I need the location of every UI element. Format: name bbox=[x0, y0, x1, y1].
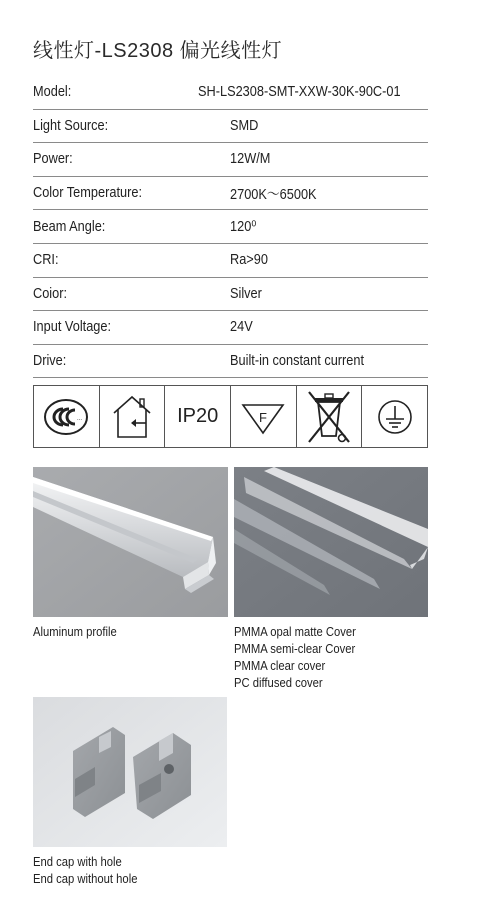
spec-label: Light Source: bbox=[33, 117, 109, 134]
spec-label: Input Voltage: bbox=[33, 319, 112, 336]
caption-line: End cap without hole bbox=[33, 872, 138, 886]
spec-value: SMD bbox=[230, 117, 259, 134]
ip20-rating bbox=[165, 386, 231, 447]
cover-caption bbox=[234, 624, 369, 692]
spec-label: CRI: bbox=[33, 252, 59, 269]
caption-line: PC diffused cover bbox=[234, 676, 323, 690]
cover-profiles-photo bbox=[234, 467, 428, 617]
spec-row-color bbox=[33, 278, 428, 312]
spec-row-power bbox=[33, 143, 428, 177]
caption-line: Aluminum profile bbox=[33, 625, 117, 639]
spec-value: SH-LS2308-SMT-XXW-30K-90C-01 bbox=[197, 84, 401, 101]
caption-line: PMMA semi-clear Cover bbox=[234, 642, 356, 656]
f-mark-icon bbox=[231, 386, 297, 447]
spec-row-input-voltage bbox=[33, 311, 428, 345]
spec-row-light-source bbox=[33, 110, 428, 144]
ground-symbol-icon bbox=[362, 386, 427, 447]
spec-label: Coior: bbox=[33, 285, 68, 302]
end-caps-photo bbox=[33, 697, 227, 847]
indoor-use-icon bbox=[100, 386, 166, 447]
spec-value: Built-in constant current bbox=[230, 353, 365, 370]
spec-row-beam-angle bbox=[33, 210, 428, 244]
spec-label: Color Temperature: bbox=[33, 185, 142, 202]
aluminum-profile-caption bbox=[33, 624, 126, 641]
end-caps-caption bbox=[33, 854, 149, 888]
caption-line: PMMA opal matte Cover bbox=[234, 625, 356, 639]
spec-value: Silver bbox=[230, 285, 262, 302]
spec-label: Drive: bbox=[33, 353, 67, 370]
spec-label: Model: bbox=[33, 84, 72, 101]
ccc-certification-icon bbox=[34, 386, 100, 447]
spec-value: 120⁰ bbox=[230, 218, 257, 235]
spec-row-model bbox=[33, 76, 428, 110]
f-mark-letter: F bbox=[259, 409, 268, 425]
weee-crossed-bin-icon bbox=[297, 386, 363, 447]
spec-value: Ra>90 bbox=[230, 252, 268, 269]
spec-table bbox=[33, 76, 428, 378]
page-title: 线性灯-LS2308 偏光线性灯 bbox=[33, 40, 283, 62]
spec-value: 2700K～6500K bbox=[230, 186, 317, 203]
ip-rating-label: IP20 bbox=[177, 405, 219, 427]
aluminum-profile-photo bbox=[33, 467, 228, 617]
spec-row-color-temperature bbox=[33, 177, 428, 211]
spec-row-drive bbox=[33, 345, 428, 379]
spec-label: Power: bbox=[33, 151, 73, 168]
certification-icons-bar bbox=[33, 385, 428, 448]
spec-value: 24V bbox=[230, 319, 253, 336]
spec-value: 12W/M bbox=[230, 151, 271, 168]
caption-line: PMMA clear cover bbox=[234, 659, 326, 673]
svg-text:...: ... bbox=[77, 415, 83, 422]
caption-line: End cap with hole bbox=[33, 855, 122, 869]
spec-row-cri bbox=[33, 244, 428, 278]
spec-label: Beam Angle: bbox=[33, 218, 106, 235]
